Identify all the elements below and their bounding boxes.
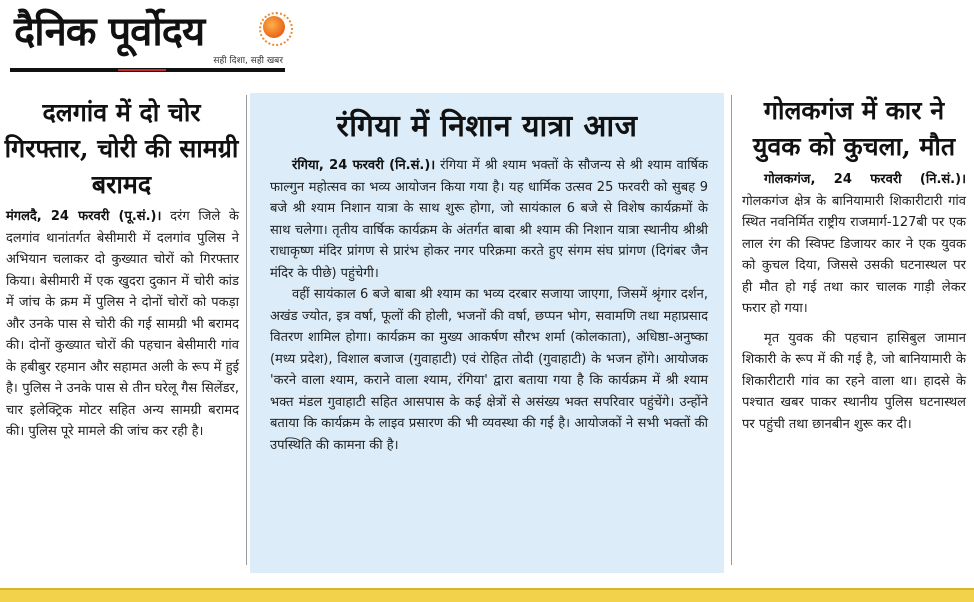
left-article-text: दरंग जिले के दलगांव थानांतर्गत बेसीमारी में दलगांव पुलिस ने अभियान चलाकर दो कुख्यात चोरों को गिरफ्तार किया। बेसीमारी में एक खुदरा दुकान में चोरी कांड में जांच के क्रम में पुलिस ने दोनों चोरों को पकड़ा और उनके पास से चोरी की गई सामग्री भी बरामद की। दोनों कुख्यात चोरों की पहचान बेसीमारी गांव के हबीबुर रहमान और सहामत अली के रूप में हुई है। पुलिस ने उनके पास से तीन घरेलू गैस सिलेंडर, चार इलेक्ट्रिक मोटर सहित अन्य सामग्री बरामद की। पुलिस पूरे मामले की जांच कर रही है। (6, 209, 239, 439)
middle-article-box (250, 93, 724, 573)
sun-logo-icon (263, 16, 285, 38)
middle-article-dateline: रंगिया, 24 फरवरी (नि.सं.)। (292, 158, 436, 173)
right-article-para-1 (742, 169, 966, 320)
left-article (0, 95, 243, 443)
right-article-para-2: मृत युवक की पहचान हासिबुल जामान शिकारी के रूप में की गई है, जो बानियामारी के शिकारीटारी गांव का रहने वाला था। हादसे के पश्चात खबर पाकर स्थानीय पुलिस घटनास्थल पर पहुंची तथा छानबीन शुरू कर दी। (742, 330, 966, 432)
left-article-body (0, 203, 243, 443)
middle-article-para-1 (270, 155, 708, 284)
newspaper-tagline: सही दिशा, सही खबर (213, 56, 283, 66)
middle-article-body (250, 155, 724, 456)
middle-article-para-1-text: रंगिया में श्री श्याम भक्तों के सौजन्य से श्री श्याम वार्षिक फाल्गुन महोत्सव का भव्य आयोजन किया गया है। यह धार्मिक उत्सव 25 फरवरी को सुबह 9 बजे श्री श्याम निशान यात्रा के साथ शुरू होगा, जो सायंकाल 6 बजे से विशेष कार्यक्रमों के साथ चलेगा। तृतीय वार्षिक कार्यक्रम के अंतर्गत बाबा श्री श्याम की निशान यात्रा स्थानीय श्रीश्री राधाकृष्ण मंदिर प्रांगण से प्रारंभ होकर नगर परिक्रमा करते हुए संगम संघ प्रांगण (दिगंबर जैन मंदिर के पीछे) पहुंचेगी। (270, 158, 709, 281)
middle-article-headline: रंगिया में निशान यात्रा आज (336, 109, 638, 144)
bottom-color-band (0, 590, 974, 602)
newspaper-masthead (10, 6, 285, 72)
right-article-dateline: गोलकगंज, 24 फरवरी (नि.सं.)। (764, 172, 966, 187)
right-article-headline: गोलकगंज में कार ने युवक को कुचला, मौत (752, 96, 956, 161)
column-divider (246, 95, 247, 565)
left-article-dateline: मंगलदै, 24 फरवरी (पू.सं.)। (6, 209, 162, 224)
right-article (738, 93, 970, 435)
right-article-para-1-text: गोलकगंज क्षेत्र के बानियामारी शिकारीटारी गांव स्थित नवनिर्मित राष्ट्रीय राजमार्ग-127बी पर एक लाल रंग की स्विफ्ट डिजायर कार ने एक युवक को कुचल दिया, जिससे उसकी घटनास्थल पर ही मौत हो गई तथा कार चालक गाड़ी लेकर फरार हो गया। (742, 193, 966, 316)
newspaper-title: दैनिक पूर्वोदय (14, 9, 205, 55)
masthead-red-accent (118, 69, 166, 71)
right-article-body (738, 165, 970, 435)
column-divider (731, 95, 732, 565)
left-article-headline: दलगांव में दो चोर गिरफ्तार, चोरी की सामग्री बरामद (4, 98, 239, 199)
middle-article-para-2: वहीं सायंकाल 6 बजे बाबा श्री श्याम का भव्य दरबार सजाया जाएगा, जिसमें श्रृंगार दर्शन, अखंड ज्योत, इत्र वर्षा, फूलों की होली, भजनों की वर्षा, छप्पन भोग, सवामणि तथा महाप्रसाद वितरण शामिल होगा। कार्यक्रम का मुख्य आकर्षण सौरभ शर्मा (कोलकाता), अधिष्ठा-अनुष्का (मध्य प्रदेश), विशाल बजाज (गुवाहाटी) एवं रोहित तोदी (गुवाहाटी) के भजन होंगे। आयोजक 'करने वाला श्याम, कराने वाला श्याम, रंगिया' द्वारा बताया गया है कि कार्यक्रम में श्री श्याम भक्त मंडल गुवाहाटी सहित आसपास के कई क्षेत्रों से असंख्य भक्त सपरिवार पहुंचेंगे। उन्होंने बताया कि कार्यक्रम के लाइव प्रसारण की भी व्यवस्था की गई है। आयोजकों ने सभी भक्तों की उपस्थिति की कामना की है। (270, 287, 708, 453)
